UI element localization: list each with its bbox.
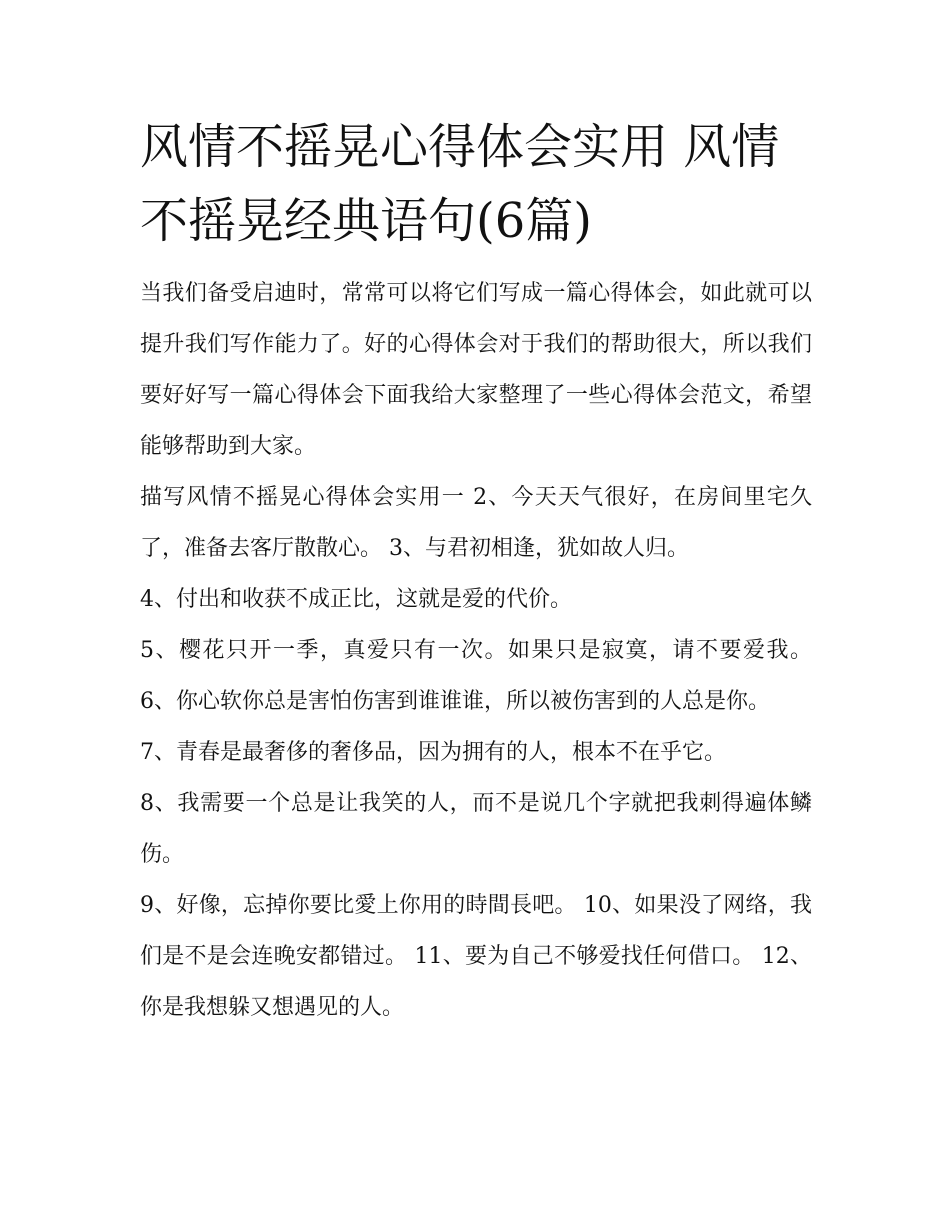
paragraph-3: 5、樱花只开一季，真爱只有一次。如果只是寂寞，请不要爱我。 6、你心软你总是害怕伤害到谁谁谁，所以被伤害到的人总是你。 [140, 638, 812, 714]
paragraph-5: 8、我需要一个总是让我笑的人，而不是说几个字就把我刺得遍体鳞伤。 [140, 791, 812, 867]
document-page [140, 110, 812, 1033]
paragraph-1: 描写风情不摇晃心得体会实用一 2、今天天气很好，在房间里宅久了，准备去客厅散散心。 3、与君初相逢，犹如故人归。 [140, 485, 812, 561]
paragraph-2: 4、付出和收获不成正比，这就是爱的代价。 [140, 587, 572, 612]
paragraph-4: 7、青春是最奢侈的奢侈品，因为拥有的人，根本不在乎它。 [140, 740, 726, 765]
intro-paragraph: 当我们备受启迪时，常常可以将它们写成一篇心得体会，如此就可以提升我们写作能力了。好的心得体会对于我们的帮助很大，所以我们要好好写一篇心得体会下面我给大家整理了一些心得体会范文，希望能够帮助到大家。 [140, 281, 812, 459]
paragraph-6: 9、好像，忘掉你要比愛上你用的時間長吧。 10、如果没了网络，我们是不是会连晚安都错过。 11、要为自己不够爱找任何借口。 12、你是我想躲又想遇见的人。 [140, 893, 812, 1020]
document-title: 风情不摇晃心得体会实用 风情不摇晃经典语句(6篇) [140, 119, 780, 249]
